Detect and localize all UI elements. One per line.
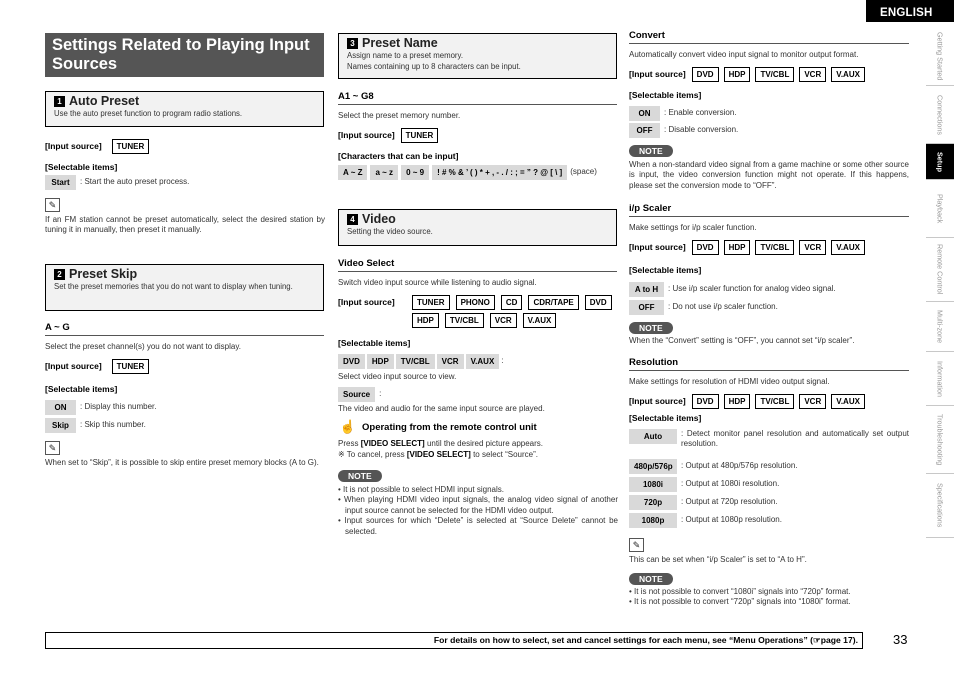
section-number: 1 (54, 96, 65, 107)
item-auto-desc: : Detect monitor panel resolution and automatically set output resolution. (681, 429, 909, 449)
item-skip-desc: : Skip this number. (80, 420, 146, 430)
section-number: 2 (54, 269, 65, 280)
tab-playback[interactable]: Playback (926, 180, 954, 238)
note-badge: NOTE (629, 145, 673, 157)
item-720p: 720p (629, 495, 677, 510)
item-480p-576p: 480p/576p (629, 459, 677, 474)
tab-information[interactable]: Information (926, 352, 954, 406)
item-start: Start (45, 175, 76, 190)
input-dvd: DVD (692, 240, 719, 255)
selectable-items-label: [Selectable items] (45, 162, 118, 172)
tab-remote-control[interactable]: Remote Control (926, 238, 954, 302)
preset-skip-title: Preset Skip (69, 267, 138, 281)
preset-skip-box (45, 264, 324, 311)
item-source: Source (338, 387, 375, 402)
item-on-desc: : Display this number. (80, 402, 157, 412)
input-v-aux: V.AUX (831, 240, 865, 255)
tab-specifications[interactable]: Specifications (926, 474, 954, 538)
colon: : (501, 356, 504, 366)
input-hdp: HDP (724, 67, 751, 82)
selectable-items-label: [Selectable items] (629, 90, 702, 100)
input-source-label: [Input source] (338, 129, 395, 140)
item-720p-desc: : Output at 720p resolution. (681, 497, 778, 507)
input-phono: PHONO (456, 295, 495, 310)
item-1080i-desc: : Output at 1080i resolution. (681, 479, 780, 489)
note-item: • When playing HDMI video input signals, the analog video signal of another input source cannot be selected for the HDMI video output. (338, 495, 618, 515)
input-tv-cbl: TV/CBL (755, 67, 794, 82)
item-on-desc: : Enable conversion. (664, 108, 737, 118)
language-label: ENGLISH (866, 0, 954, 22)
item-dvd: DVD (338, 354, 365, 369)
page-title: Settings Related to Playing Input Sources (45, 33, 324, 77)
auto-preset-desc: Use the auto preset function to program radio stations. (54, 109, 243, 118)
input-dvd: DVD (692, 67, 719, 82)
convert-note: When a non-standard video signal from a game machine or some other source is input, the video conversion function might not operate. If this happens, please set the conversion mode to “OFF”. (629, 160, 909, 190)
input-hdp: HDP (724, 240, 751, 255)
chars-symbols: ! # % & ’ ( ) * + , - . / : ; = ” ? @ [ \ ] (432, 165, 567, 180)
selectable-items-label: [Selectable items] (629, 265, 702, 275)
item-auto: Auto (629, 429, 677, 444)
item-1080i: 1080i (629, 477, 677, 492)
tab-troubleshooting[interactable]: Troubleshooting (926, 406, 954, 474)
item-off-desc: : Disable conversion. (664, 125, 739, 135)
input-tuner: TUNER (412, 295, 450, 310)
input-source-label: [Input source] (629, 241, 686, 252)
video-select-key: [VIDEO SELECT] (406, 450, 471, 459)
input-hdp: HDP (724, 394, 751, 409)
input-cd: CD (501, 295, 523, 310)
auto-preset-box (45, 91, 324, 127)
memo-icon: ✎ (629, 538, 644, 552)
input-tv-cbl: TV/CBL (755, 394, 794, 409)
input-source-label: [Input source] (629, 68, 686, 79)
item-on: ON (45, 400, 76, 415)
subsection-desc: Switch video input source while listening to audio signal. (338, 278, 537, 287)
selectable-items-label: [Selectable items] (45, 384, 118, 394)
input-vcr: VCR (799, 67, 826, 82)
ip-scaler-title: i/p Scaler (629, 203, 909, 217)
remote-text: ※ To cancel, press (338, 450, 405, 459)
video-desc: Setting the video source. (347, 227, 433, 236)
input-tv-cbl: TV/CBL (755, 240, 794, 255)
side-tabs (926, 28, 954, 538)
footer-link[interactable]: page 17). (820, 635, 858, 645)
resolution-title: Resolution (629, 357, 909, 371)
note-badge: NOTE (338, 470, 382, 482)
chars-digits: 0 ~ 9 (401, 165, 429, 180)
section-number: 4 (347, 214, 358, 225)
item-off-desc: : Do not use i/p scaler function. (668, 302, 778, 312)
video-title: Video (362, 212, 396, 226)
input-source-label: [Input source] (45, 360, 102, 371)
footer-text: For details on how to select, set and cancel settings for each menu, see “Menu Operations” ( (433, 635, 814, 645)
item-v-aux: V.AUX (466, 354, 500, 369)
remote-text: until the desired picture appears. (426, 439, 544, 448)
footer-reference (45, 632, 863, 649)
input-cdr-tape: CDR/TAPE (528, 295, 578, 310)
input-v-aux: V.AUX (831, 394, 865, 409)
remote-control-icon: ☝ (339, 419, 357, 434)
note-badge: NOTE (629, 573, 673, 585)
tab-connections[interactable]: Connections (926, 86, 954, 144)
item-1080p-desc: : Output at 1080p resolution. (681, 515, 782, 525)
tab-multi-zone[interactable]: Multi-zone (926, 302, 954, 352)
remote-line2 (338, 450, 538, 460)
input-tuner: TUNER (401, 128, 439, 143)
input-dvd: DVD (585, 295, 612, 310)
section-number: 3 (347, 38, 358, 49)
tab-getting-started[interactable]: Getting Started (926, 28, 954, 86)
subsection-a-g: A ~ G (45, 322, 324, 336)
input-tuner: TUNER (112, 139, 150, 154)
resolution-desc: Make settings for resolution of HDMI video output signal. (629, 377, 830, 386)
characters-label: [Characters that can be input] (338, 151, 459, 161)
item-skip: Skip (45, 418, 76, 433)
video-box (338, 209, 617, 246)
auto-preset-title: Auto Preset (69, 94, 140, 108)
remote-title: Operating from the remote control unit (362, 421, 537, 433)
input-vcr: VCR (799, 394, 826, 409)
item-vcr: VCR (437, 354, 464, 369)
remote-line1 (338, 439, 543, 449)
item-480p-desc: : Output at 480p/576p resolution. (681, 461, 798, 471)
subsection-a1-g8: A1 ~ G8 (338, 91, 617, 105)
resolution-memo: This can be set when “i/p Scaler” is set to “A to H”. (629, 555, 807, 564)
note-item: • It is not possible to convert “1080i” signals into “720p” format. (629, 587, 851, 596)
chars-uppercase: A ~ Z (338, 165, 367, 180)
input-v-aux: V.AUX (523, 313, 557, 328)
colon: : (379, 389, 382, 399)
input-tuner: TUNER (112, 359, 150, 374)
item-1080p: 1080p (629, 513, 677, 528)
preset-name-desc1: Assign name to a preset memory. (347, 51, 463, 60)
note-item: • It is not possible to select HDMI input signals. (338, 485, 504, 494)
item-a-to-h: A to H (629, 282, 664, 297)
convert-title: Convert (629, 30, 909, 44)
note-item: • It is not possible to convert “720p” signals into “1080i” format. (629, 597, 851, 607)
preset-name-title: Preset Name (362, 36, 438, 50)
note-badge: NOTE (629, 322, 673, 334)
preset-skip-memo: When set to “Skip”, it is possible to skip entire preset memory blocks (A to G). (45, 458, 319, 467)
video-select-key: [VIDEO SELECT] (360, 439, 425, 448)
auto-preset-memo: If an FM station cannot be preset automatically, select the desired station by tuning it in manually, then preset it manually. (45, 215, 325, 235)
item-tv-cbl: TV/CBL (396, 354, 435, 369)
subsection-desc: Select the preset memory number. (338, 111, 461, 120)
selectable-items-label: [Selectable items] (338, 338, 411, 348)
memo-icon: ✎ (45, 198, 60, 212)
preset-name-desc2: Names containing up to 8 characters can be input. (347, 61, 521, 71)
resolution-notes (629, 587, 909, 608)
subsection-video-select: Video Select (338, 258, 617, 272)
page-number: 33 (893, 632, 908, 647)
input-vcr: VCR (799, 240, 826, 255)
note-item: • Input sources for which “Delete” is selected at “Source Delete” cannot be selected. (338, 516, 618, 536)
chars-space: (space) (570, 167, 597, 177)
memo-icon: ✎ (45, 441, 60, 455)
source-desc: The video and audio for the same input source are played. (338, 404, 545, 413)
remote-text: to select “Source”. (473, 450, 538, 459)
item-off: OFF (629, 300, 664, 315)
ip-scaler-note: When the “Convert” setting is “OFF”, you cannot set “i/p scaler”. (629, 336, 855, 345)
convert-desc: Automatically convert video input signal to monitor output format. (629, 50, 859, 59)
input-tv-cbl: TV/CBL (445, 313, 484, 328)
item-off: OFF (629, 123, 660, 138)
input-source-label: [Input source] (629, 395, 686, 406)
input-source-label: [Input source] (338, 296, 395, 307)
tab-setup[interactable]: Setup (926, 144, 954, 180)
input-dvd: DVD (692, 394, 719, 409)
input-hdp: HDP (412, 313, 439, 328)
chars-lowercase: a ~ z (370, 165, 398, 180)
input-vcr: VCR (490, 313, 517, 328)
video-notes (338, 485, 618, 537)
subsection-desc: Select the preset channel(s) you do not want to display. (45, 342, 241, 351)
video-sel-desc: Select video input source to view. (338, 372, 457, 381)
ip-scaler-desc: Make settings for i/p scaler function. (629, 223, 757, 232)
preset-name-box (338, 33, 617, 79)
selectable-items-label: [Selectable items] (629, 413, 702, 423)
preset-skip-desc: Set the preset memories that you do not want to display when tuning. (54, 282, 293, 291)
remote-text: Press (338, 439, 359, 448)
item-a-to-h-desc: : Use i/p scaler function for analog video signal. (668, 284, 836, 294)
item-start-desc: : Start the auto preset process. (80, 177, 190, 187)
item-hdp: HDP (367, 354, 394, 369)
reference-icon: ☞ (813, 635, 821, 645)
input-source-label: [Input source] (45, 140, 102, 151)
item-on: ON (629, 106, 660, 121)
input-v-aux: V.AUX (831, 67, 865, 82)
